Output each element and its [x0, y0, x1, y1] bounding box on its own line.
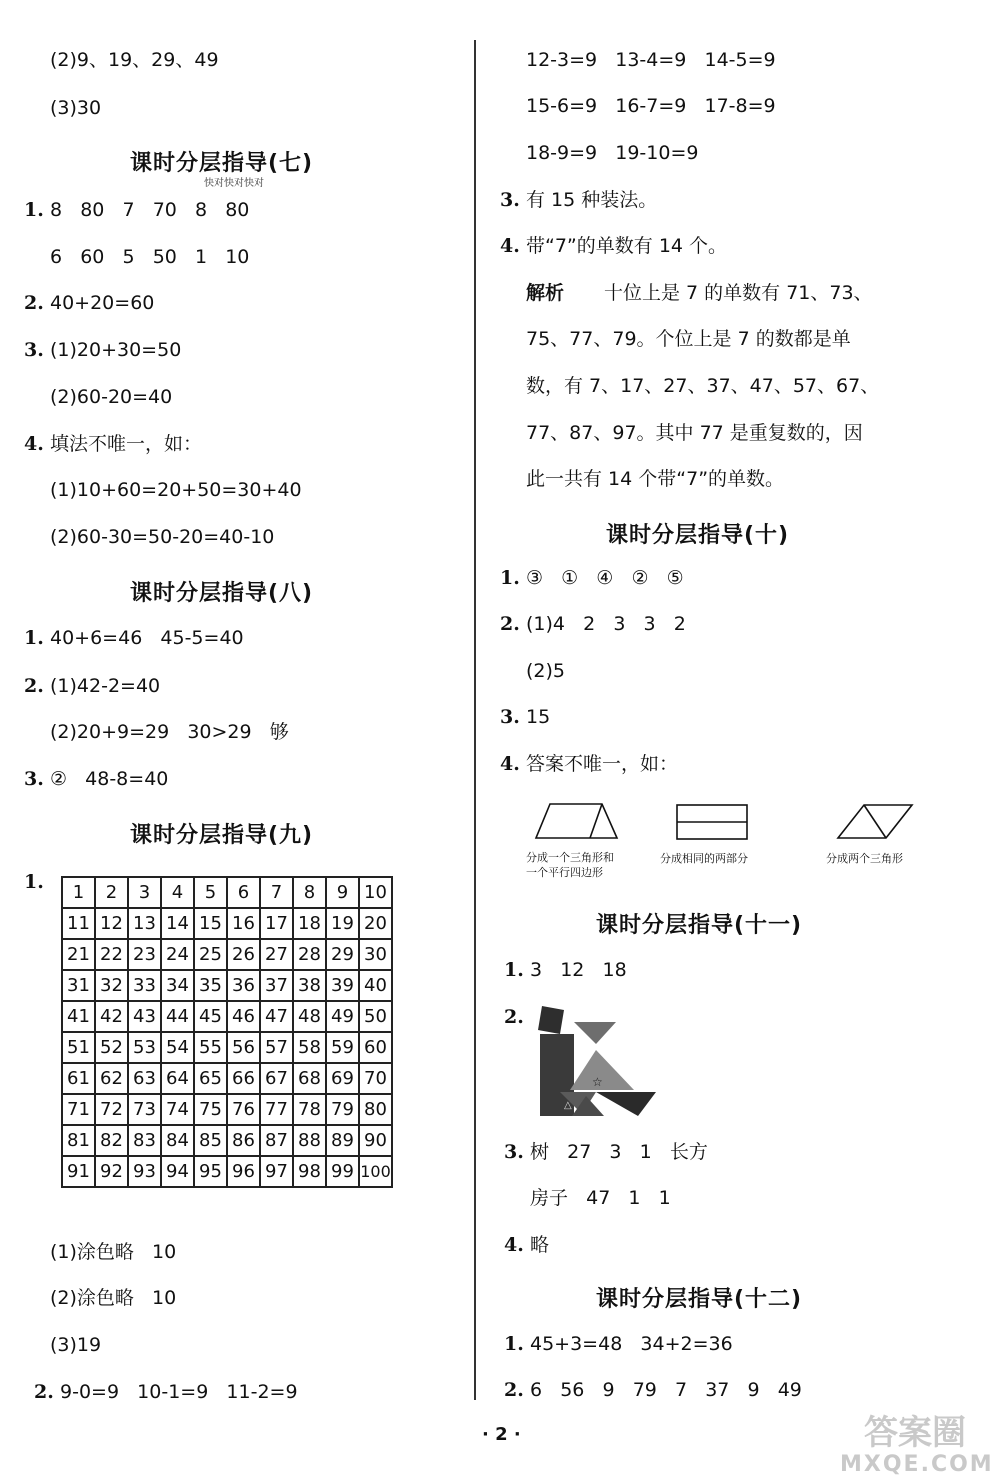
grid-row	[62, 939, 392, 970]
answer-line: 15	[526, 706, 551, 728]
grid-cell: 96	[227, 1156, 260, 1187]
analysis-line: 数，有 7、17、27、37、47、57、67、	[526, 375, 880, 397]
grid-cell: 85	[194, 1125, 227, 1156]
svg-text:△: △	[564, 1100, 572, 1111]
grid-cell: 7	[260, 877, 293, 908]
analysis-line: 十位上是 7 的单数有 71、73、	[604, 282, 873, 304]
grid-cell: 13	[128, 908, 161, 939]
analysis-line: 77、87、97。其中 77 是重复数的，因	[526, 422, 863, 444]
grid-cell: 72	[95, 1094, 128, 1125]
grid-cell: 5	[194, 877, 227, 908]
grid-row	[62, 1125, 392, 1156]
grid-cell: 8	[293, 877, 326, 908]
question-number: 3.	[500, 189, 520, 211]
section-title-9: 课时分层指导(九)	[130, 823, 314, 848]
hundred-chart	[61, 876, 393, 1188]
answer-line: (3)19	[50, 1334, 102, 1356]
grid-cell: 10	[359, 877, 392, 908]
answer-line: (1)10+60=20+50=30+40	[50, 479, 302, 501]
answer-line: 树 27 3 1 长方	[530, 1141, 708, 1163]
analysis-label: 解析	[526, 282, 565, 304]
grid-cell: 61	[62, 1063, 95, 1094]
question-number: 2.	[24, 675, 44, 697]
grid-row	[62, 1094, 392, 1125]
question-number: 3.	[24, 339, 44, 361]
grid-cell: 47	[260, 1001, 293, 1032]
grid-cell: 54	[161, 1032, 194, 1063]
grid-cell: 79	[326, 1094, 359, 1125]
answer-line: (2)60-30=50-20=40-10	[50, 526, 275, 548]
answer-line: (1)4 2 3 3 2	[526, 613, 686, 635]
question-number: 3.	[24, 768, 44, 790]
grid-cell: 82	[95, 1125, 128, 1156]
answer-line: (1)涂色略 10	[50, 1241, 177, 1263]
grid-cell: 43	[128, 1001, 161, 1032]
question-number: 2.	[24, 292, 44, 314]
grid-cell: 25	[194, 939, 227, 970]
question-number: 2.	[504, 1006, 524, 1028]
grid-row	[62, 1063, 392, 1094]
column-divider	[474, 40, 476, 1400]
grid-cell: 11	[62, 908, 95, 939]
figure-caption: 分成一个三角形和	[526, 851, 614, 864]
question-number: 4.	[500, 235, 520, 257]
parallelogram-figure	[838, 805, 912, 838]
answer-line: 12-3=9 13-4=9 14-5=9	[526, 49, 776, 71]
grid-cell: 3	[128, 877, 161, 908]
answer-line: (1)42-2=40	[50, 675, 161, 697]
grid-cell: 52	[95, 1032, 128, 1063]
tangram-figure	[530, 1000, 660, 1120]
section-title-12: 课时分层指导(十二)	[596, 1287, 803, 1312]
rectangle-figure	[677, 805, 747, 839]
answer-line: (2)5	[526, 660, 566, 682]
watermark-logo: 答案圈 MXQE.COM	[840, 1413, 994, 1477]
answer-line: 40+6=46 45-5=40	[50, 627, 244, 649]
grid-row	[62, 970, 392, 1001]
grid-cell: 95	[194, 1156, 227, 1187]
grid-cell: 32	[95, 970, 128, 1001]
grid-row	[62, 908, 392, 939]
grid-cell: 94	[161, 1156, 194, 1187]
grid-cell: 62	[95, 1063, 128, 1094]
grid-cell: 53	[128, 1032, 161, 1063]
answer-line: 答案不唯一，如：	[526, 753, 679, 775]
grid-cell: 14	[161, 908, 194, 939]
answer-line: ② 48-8=40	[50, 768, 169, 790]
grid-cell: 69	[326, 1063, 359, 1094]
grid-cell: 12	[95, 908, 128, 939]
grid-cell: 48	[293, 1001, 326, 1032]
grid-cell: 60	[359, 1032, 392, 1063]
grid-cell: 58	[293, 1032, 326, 1063]
question-number: 1.	[24, 871, 44, 893]
grid-cell: 44	[161, 1001, 194, 1032]
grid-cell: 45	[194, 1001, 227, 1032]
shape-division-figures	[500, 798, 940, 850]
grid-row	[62, 1032, 392, 1063]
answer-line: (2)9、19、29、49	[50, 49, 219, 71]
trapezoid-figure	[536, 804, 617, 838]
question-number: 4.	[24, 433, 44, 455]
grid-cell: 92	[95, 1156, 128, 1187]
answer-line: (3)30	[50, 97, 102, 119]
grid-cell: 21	[62, 939, 95, 970]
grid-cell: 100	[359, 1156, 392, 1187]
answer-line: 40+20=60	[50, 292, 155, 314]
grid-cell: 23	[128, 939, 161, 970]
grid-cell: 18	[293, 908, 326, 939]
answer-line: (1)20+30=50	[50, 339, 182, 361]
grid-cell: 38	[293, 970, 326, 1001]
grid-cell: 77	[260, 1094, 293, 1125]
grid-cell: 68	[293, 1063, 326, 1094]
grid-cell: 71	[62, 1094, 95, 1125]
grid-cell: 22	[95, 939, 128, 970]
grid-cell: 74	[161, 1094, 194, 1125]
question-number: 4.	[504, 1234, 524, 1256]
grid-cell: 20	[359, 908, 392, 939]
answer-line: (2)20+9=29 30>29 够	[50, 721, 289, 743]
grid-cell: 35	[194, 970, 227, 1001]
answer-line: 15-6=9 16-7=9 17-8=9	[526, 95, 776, 117]
answer-line: 45+3=48 34+2=36	[530, 1333, 733, 1355]
question-number: 4.	[500, 753, 520, 775]
grid-cell: 36	[227, 970, 260, 1001]
answer-line: 略	[530, 1234, 550, 1256]
grid-row	[62, 1156, 392, 1187]
grid-row	[62, 877, 392, 908]
grid-cell: 16	[227, 908, 260, 939]
grid-cell: 6	[227, 877, 260, 908]
grid-cell: 86	[227, 1125, 260, 1156]
grid-cell: 28	[293, 939, 326, 970]
answer-line: 8 80 7 70 8 80	[50, 199, 250, 221]
grid-cell: 49	[326, 1001, 359, 1032]
question-number: 3.	[500, 706, 520, 728]
answer-line: 6 56 9 79 7 37 9 49	[530, 1379, 802, 1401]
grid-cell: 9	[326, 877, 359, 908]
answer-line: 有 15 种装法。	[526, 189, 658, 211]
answer-line: 房子 47 1 1	[530, 1187, 671, 1209]
answer-line: 3 12 18	[530, 959, 627, 981]
grid-cell: 4	[161, 877, 194, 908]
figure-caption: 一个平行四边形	[526, 866, 603, 879]
grid-cell: 27	[260, 939, 293, 970]
grid-row	[62, 1001, 392, 1032]
grid-cell: 66	[227, 1063, 260, 1094]
figure-caption: 分成两个三角形	[826, 852, 903, 865]
grid-cell: 33	[128, 970, 161, 1001]
figure-caption: 分成相同的两部分	[660, 852, 748, 865]
grid-cell: 34	[161, 970, 194, 1001]
page-number: · 2 ·	[482, 1424, 521, 1445]
grid-cell: 87	[260, 1125, 293, 1156]
grid-cell: 88	[293, 1125, 326, 1156]
grid-cell: 26	[227, 939, 260, 970]
answer-line: (2)60-20=40	[50, 386, 173, 408]
grid-cell: 63	[128, 1063, 161, 1094]
answer-line: 填法不唯一，如：	[50, 433, 203, 455]
grid-cell: 90	[359, 1125, 392, 1156]
question-number: 1.	[24, 199, 44, 221]
stamp-logo: 快对快对快对	[204, 178, 264, 189]
grid-cell: 31	[62, 970, 95, 1001]
grid-cell: 37	[260, 970, 293, 1001]
grid-cell: 40	[359, 970, 392, 1001]
grid-cell: 1	[62, 877, 95, 908]
question-number: 2.	[504, 1379, 524, 1401]
grid-cell: 98	[293, 1156, 326, 1187]
grid-cell: 55	[194, 1032, 227, 1063]
section-title-10: 课时分层指导(十)	[606, 523, 790, 548]
grid-cell: 41	[62, 1001, 95, 1032]
grid-cell: 50	[359, 1001, 392, 1032]
svg-text:☆: ☆	[592, 1075, 603, 1089]
grid-cell: 19	[326, 908, 359, 939]
grid-cell: 17	[260, 908, 293, 939]
answer-line: 带“7”的单数有 14 个。	[526, 235, 728, 257]
question-number: 1.	[504, 1333, 524, 1355]
grid-cell: 75	[194, 1094, 227, 1125]
grid-cell: 64	[161, 1063, 194, 1094]
answer-line: ③ ① ④ ② ⑤	[526, 567, 684, 589]
grid-cell: 46	[227, 1001, 260, 1032]
grid-cell: 51	[62, 1032, 95, 1063]
grid-cell: 80	[359, 1094, 392, 1125]
grid-cell: 56	[227, 1032, 260, 1063]
grid-cell: 57	[260, 1032, 293, 1063]
analysis-line: 此一共有 14 个带“7”的单数。	[526, 468, 785, 490]
grid-cell: 91	[62, 1156, 95, 1187]
section-title-7: 课时分层指导(七)	[130, 151, 314, 176]
question-number: 3.	[504, 1141, 524, 1163]
question-number: 2.	[34, 1381, 54, 1403]
grid-cell: 73	[128, 1094, 161, 1125]
question-number: 1.	[24, 627, 44, 649]
grid-cell: 81	[62, 1125, 95, 1156]
grid-cell: 67	[260, 1063, 293, 1094]
grid-cell: 78	[293, 1094, 326, 1125]
grid-cell: 30	[359, 939, 392, 970]
grid-cell: 70	[359, 1063, 392, 1094]
grid-cell: 15	[194, 908, 227, 939]
grid-cell: 2	[95, 877, 128, 908]
grid-cell: 39	[326, 970, 359, 1001]
grid-cell: 29	[326, 939, 359, 970]
grid-cell: 89	[326, 1125, 359, 1156]
section-title-11: 课时分层指导(十一)	[596, 913, 803, 938]
analysis-line: 75、77、79。个位上是 7 的数都是单	[526, 328, 851, 350]
question-number: 1.	[500, 567, 520, 589]
answer-line: 6 60 5 50 1 10	[50, 246, 250, 268]
grid-cell: 97	[260, 1156, 293, 1187]
grid-cell: 24	[161, 939, 194, 970]
grid-cell: 76	[227, 1094, 260, 1125]
grid-cell: 93	[128, 1156, 161, 1187]
question-number: 2.	[500, 613, 520, 635]
answer-line: 18-9=9 19-10=9	[526, 142, 699, 164]
grid-cell: 59	[326, 1032, 359, 1063]
grid-cell: 84	[161, 1125, 194, 1156]
grid-cell: 65	[194, 1063, 227, 1094]
grid-cell: 83	[128, 1125, 161, 1156]
section-title-8: 课时分层指导(八)	[130, 581, 314, 606]
question-number: 1.	[504, 959, 524, 981]
grid-cell: 42	[95, 1001, 128, 1032]
grid-cell: 99	[326, 1156, 359, 1187]
answer-line: 9-0=9 10-1=9 11-2=9	[60, 1381, 298, 1403]
answer-line: (2)涂色略 10	[50, 1287, 177, 1309]
